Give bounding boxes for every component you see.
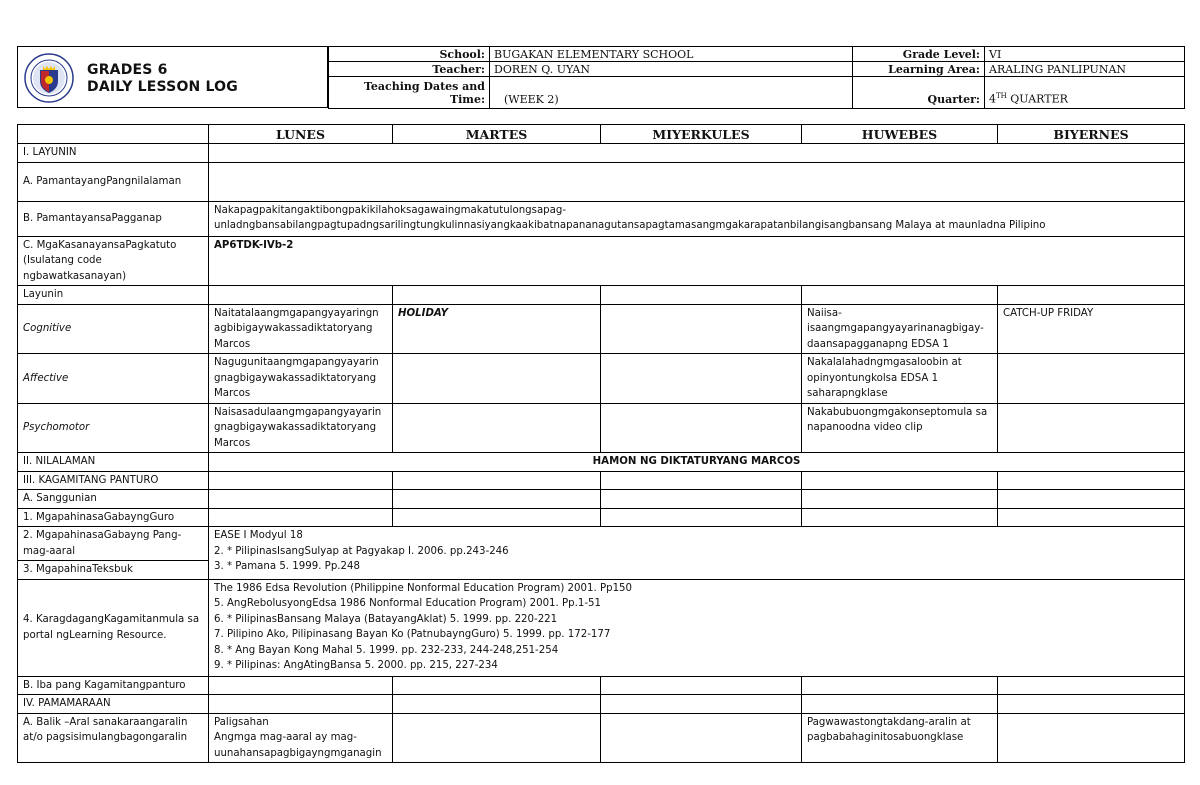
pagganap-line2: unladngbansabilangpagtupadngsarilingtungkulinnasiyangkaakibatnapananagutansapagtamasangmgakarapatanbilangisangbansang Malaya at maunladna Pilipino bbox=[214, 220, 1046, 231]
kasanayan-line1: C. MgaKasanayansaPagkatuto bbox=[23, 239, 177, 251]
affective-lunes-line1: Nagugunitaangmgapangyayarin bbox=[214, 357, 379, 368]
teaching-dates-label-line1: Teaching Dates and bbox=[363, 79, 485, 93]
empty-cell bbox=[209, 162, 1185, 201]
empty-cell bbox=[209, 508, 393, 527]
empty-cell bbox=[998, 471, 1185, 490]
corner-cell bbox=[18, 125, 209, 144]
table-row bbox=[18, 453, 1185, 472]
empty-cell bbox=[998, 354, 1185, 404]
layunin-label: Layunin bbox=[18, 286, 209, 305]
pagganap-text bbox=[209, 201, 1185, 236]
affective-lunes-line3: Marcos bbox=[214, 388, 251, 399]
pagganap-line1: Nakapagpakitangaktibongpakikilahoksagawaingmakatutulongsapag- bbox=[214, 204, 567, 216]
empty-cell bbox=[209, 471, 393, 490]
balik-aral-huwebes-line2: pagbabahaginitosabuongklase bbox=[807, 732, 964, 743]
pamamaraan-heading: IV. PAMAMARAAN bbox=[18, 695, 209, 714]
reference-list bbox=[209, 527, 1185, 580]
learning-area-label: Learning Area: bbox=[853, 62, 985, 77]
psychomotor-lunes-line3: Marcos bbox=[214, 437, 251, 449]
gabay-guro-label: 1. MgapahinasaGabayngGuro bbox=[18, 508, 209, 527]
table-row bbox=[18, 490, 1185, 509]
reference-item: 2. * PilipinasIsangSulyap at Pagyakap I. 2006. pp.243-246 bbox=[214, 545, 509, 557]
balik-aral-huwebes-line1: Pagwawastongtakdang-aralin at bbox=[807, 716, 971, 728]
empty-cell bbox=[209, 676, 393, 695]
karagdagang-line2: portal ngLearning Resource. bbox=[23, 629, 167, 641]
table-row bbox=[18, 508, 1185, 527]
lesson-log bbox=[17, 124, 1184, 763]
empty-cell bbox=[998, 490, 1185, 509]
affective-huwebes-line3: saharapngklase bbox=[807, 388, 888, 399]
empty-cell bbox=[802, 471, 998, 490]
day-huwebes: HUWEBES bbox=[802, 125, 998, 144]
lesson-log-table bbox=[17, 124, 1185, 763]
cognitive-huwebes-line2: isaangmgapangyayarinanagbigay- bbox=[807, 323, 984, 334]
empty-cell bbox=[802, 695, 998, 714]
psychomotor-lunes-line1: Naisasadulaangmgapangyayarin bbox=[214, 406, 382, 418]
balik-aral-lunes-line1: Paligsahan bbox=[214, 716, 269, 728]
psychomotor-lunes bbox=[209, 403, 393, 453]
table-row bbox=[18, 162, 1185, 201]
cognitive-huwebes-line3: daansapagganapng EDSA 1 bbox=[807, 338, 949, 350]
reference-item: 3. * Pamana 5. 1999. Pp.248 bbox=[214, 561, 360, 572]
empty-cell bbox=[601, 403, 802, 453]
school-value: BUGAKAN ELEMENTARY SCHOOL bbox=[490, 47, 853, 62]
balik-aral-lunes-line3: uunahansapagbigayngmganagin bbox=[214, 747, 382, 759]
gabay-mag-aaral-line1: 2. MgapahinasaGabayng Pang- bbox=[23, 530, 182, 541]
empty-cell bbox=[998, 403, 1185, 453]
gabay-mag-aaral-label bbox=[18, 527, 209, 561]
iba-pang-kagamitan-label: B. Iba pang Kagamitangpanturo bbox=[18, 676, 209, 695]
empty-cell bbox=[998, 695, 1185, 714]
cognitive-huwebes-line1: Naiisa- bbox=[807, 307, 842, 319]
table-row bbox=[18, 304, 1185, 354]
quarter-suffix: TH bbox=[996, 92, 1007, 101]
cognitive-lunes-line2: agbibigaywakassadiktatoryang bbox=[214, 323, 373, 334]
table-row bbox=[18, 286, 1185, 305]
teaching-dates-label-line2: Time: bbox=[449, 92, 485, 106]
gabay-mag-aaral-line2: mag-aaral bbox=[23, 545, 76, 557]
layunin-heading: I. LAYUNIN bbox=[18, 144, 209, 163]
day-lunes: LUNES bbox=[209, 125, 393, 144]
pamantayan-nilalaman-label: A. PamantayangPangnilalaman bbox=[18, 162, 209, 201]
balik-aral-label bbox=[18, 713, 209, 763]
grade-level-value: VI bbox=[985, 47, 1185, 62]
table-row bbox=[18, 354, 1185, 404]
empty-cell bbox=[998, 286, 1185, 305]
table-row bbox=[18, 695, 1185, 714]
empty-cell bbox=[998, 676, 1185, 695]
psychomotor-huwebes-line2: napanoodna video clip bbox=[807, 422, 923, 433]
material-item: The 1986 Edsa Revolution (Philippine Nonformal Education Program) 2001. Pp150 bbox=[214, 582, 633, 594]
empty-cell bbox=[393, 713, 601, 763]
sanggunian-label: A. Sanggunian bbox=[18, 490, 209, 509]
empty-cell bbox=[209, 144, 1185, 163]
header-info bbox=[328, 46, 1184, 108]
affective-lunes bbox=[209, 354, 393, 404]
table-row bbox=[18, 579, 1185, 676]
empty-cell bbox=[601, 286, 802, 305]
cognitive-lunes-line1: Naitatalaangmgapangyayaringn bbox=[214, 307, 379, 319]
empty-cell bbox=[393, 490, 601, 509]
cognitive-label: Cognitive bbox=[18, 304, 209, 354]
quarter-word: QUARTER bbox=[1010, 93, 1068, 106]
empty-cell bbox=[393, 695, 601, 714]
empty-cell bbox=[209, 286, 393, 305]
empty-cell bbox=[601, 490, 802, 509]
holiday-label: HOLIDAY bbox=[393, 304, 601, 354]
material-item: 9. * Pilipinas: AngAtingBansa 5. 2000. pp. 215, 227-234 bbox=[214, 660, 498, 671]
table-row bbox=[18, 676, 1185, 695]
karagdagang-line1: 4. KaragdagangKagamitanmula sa bbox=[23, 614, 200, 625]
table-row bbox=[18, 471, 1185, 490]
reference-item: EASE I Modyul 18 bbox=[214, 530, 303, 541]
balik-aral-line2: at/o pagsisimulangbagongaralin bbox=[23, 732, 188, 743]
table-row bbox=[18, 527, 1185, 561]
empty-cell bbox=[393, 508, 601, 527]
balik-aral-line1: A. Balik –Aral sanakaraangaralin bbox=[23, 716, 188, 728]
teaching-dates-value: (WEEK 2) bbox=[490, 77, 853, 109]
material-item: 7. Pilipino Ako, Pilipinasang Bayan Ko (PatnubayngGuro) 5. 1999. pp. 172-177 bbox=[214, 629, 611, 640]
empty-cell bbox=[601, 304, 802, 354]
header-table bbox=[328, 46, 1185, 109]
quarter-label: Quarter: bbox=[853, 77, 985, 109]
grade-level-label: Grade Level: bbox=[853, 47, 985, 62]
psychomotor-huwebes-line1: Nakabubuongmgakonseptomula sa bbox=[807, 406, 988, 418]
karagdagang-label bbox=[18, 579, 209, 676]
kagamitan-heading: III. KAGAMITANG PANTURO bbox=[18, 471, 209, 490]
empty-cell bbox=[802, 490, 998, 509]
school-label: School: bbox=[329, 47, 490, 62]
deped-seal-icon bbox=[24, 53, 74, 103]
empty-cell bbox=[393, 471, 601, 490]
empty-cell bbox=[998, 713, 1185, 763]
quarter-number: 4 bbox=[989, 93, 996, 106]
empty-cell bbox=[393, 286, 601, 305]
teksbuk-label: 3. MgapahinaTeksbuk bbox=[18, 561, 209, 580]
empty-cell bbox=[601, 676, 802, 695]
empty-cell bbox=[601, 508, 802, 527]
competency-code: AP6TDK-IVb-2 bbox=[209, 236, 1185, 286]
daily-lesson-log-title: DAILY LESSON LOG bbox=[87, 79, 238, 95]
teacher-label: Teacher: bbox=[329, 62, 490, 77]
day-martes: MARTES bbox=[393, 125, 601, 144]
day-biyernes: BIYERNES bbox=[998, 125, 1185, 144]
material-item: 6. * PilipinasBansang Malaya (BatayangAklat) 5. 1999. pp. 220-221 bbox=[214, 613, 558, 625]
teaching-dates-label bbox=[329, 77, 490, 109]
kasanayan-line3: ngbawatkasanayan) bbox=[23, 270, 127, 282]
empty-cell bbox=[802, 286, 998, 305]
balik-aral-lunes bbox=[209, 713, 393, 763]
empty-cell bbox=[802, 676, 998, 695]
psychomotor-label: Psychomotor bbox=[18, 403, 209, 453]
title-block bbox=[17, 46, 328, 108]
cognitive-lunes-line3: Marcos bbox=[214, 338, 251, 350]
balik-aral-huwebes bbox=[802, 713, 998, 763]
table-row bbox=[18, 403, 1185, 453]
nilalaman-heading: II. NILALAMAN bbox=[18, 453, 209, 472]
kasanayan-line2: (Isulatang code bbox=[23, 255, 102, 266]
day-header-row bbox=[18, 125, 1185, 144]
empty-cell bbox=[601, 354, 802, 404]
material-item: 8. * Ang Bayan Kong Mahal 5. 1999. pp. 232-233, 244-248,251-254 bbox=[214, 644, 559, 656]
quarter-value bbox=[985, 77, 1185, 109]
psychomotor-huwebes bbox=[802, 403, 998, 453]
affective-huwebes bbox=[802, 354, 998, 404]
empty-cell bbox=[802, 508, 998, 527]
grades-title: GRADES 6 bbox=[87, 62, 168, 78]
table-row bbox=[18, 713, 1185, 763]
material-item: 5. AngRebolusyongEdsa 1986 Nonformal Education Program) 2001. Pp.1-51 bbox=[214, 598, 601, 609]
affective-label: Affective bbox=[18, 354, 209, 404]
empty-cell bbox=[393, 354, 601, 404]
psychomotor-lunes-line2: gnagbigaywakassadiktatoryang bbox=[214, 422, 377, 433]
teacher-value: DOREN Q. UYAN bbox=[490, 62, 853, 77]
kasanayan-label bbox=[18, 236, 209, 286]
empty-cell bbox=[209, 490, 393, 509]
empty-cell bbox=[998, 508, 1185, 527]
empty-cell bbox=[393, 676, 601, 695]
empty-cell bbox=[393, 403, 601, 453]
affective-lunes-line2: gnagbigaywakassadiktatoryang bbox=[214, 372, 377, 384]
empty-cell bbox=[601, 695, 802, 714]
table-row bbox=[18, 236, 1185, 286]
affective-huwebes-line1: Nakalalahadngmgasaloobin at bbox=[807, 357, 962, 368]
table-row bbox=[18, 144, 1185, 163]
affective-huwebes-line2: opinyontungkolsa EDSA 1 bbox=[807, 372, 939, 384]
catch-up-friday: CATCH-UP FRIDAY bbox=[998, 304, 1185, 354]
empty-cell bbox=[209, 695, 393, 714]
cognitive-lunes bbox=[209, 304, 393, 354]
empty-cell bbox=[601, 713, 802, 763]
nilalaman-value: HAMON NG DIKTATURYANG MARCOS bbox=[209, 453, 1185, 472]
learning-area-value: ARALING PANLIPUNAN bbox=[985, 62, 1185, 77]
day-miyerkules: MIYERKULES bbox=[601, 125, 802, 144]
additional-materials-list bbox=[209, 579, 1185, 676]
balik-aral-lunes-line2: Angmga mag-aaral ay mag- bbox=[214, 732, 357, 743]
cognitive-huwebes bbox=[802, 304, 998, 354]
pamantayan-pagganap-label: B. PamantayansaPagganap bbox=[18, 201, 209, 236]
table-row bbox=[18, 201, 1185, 236]
empty-cell bbox=[601, 471, 802, 490]
